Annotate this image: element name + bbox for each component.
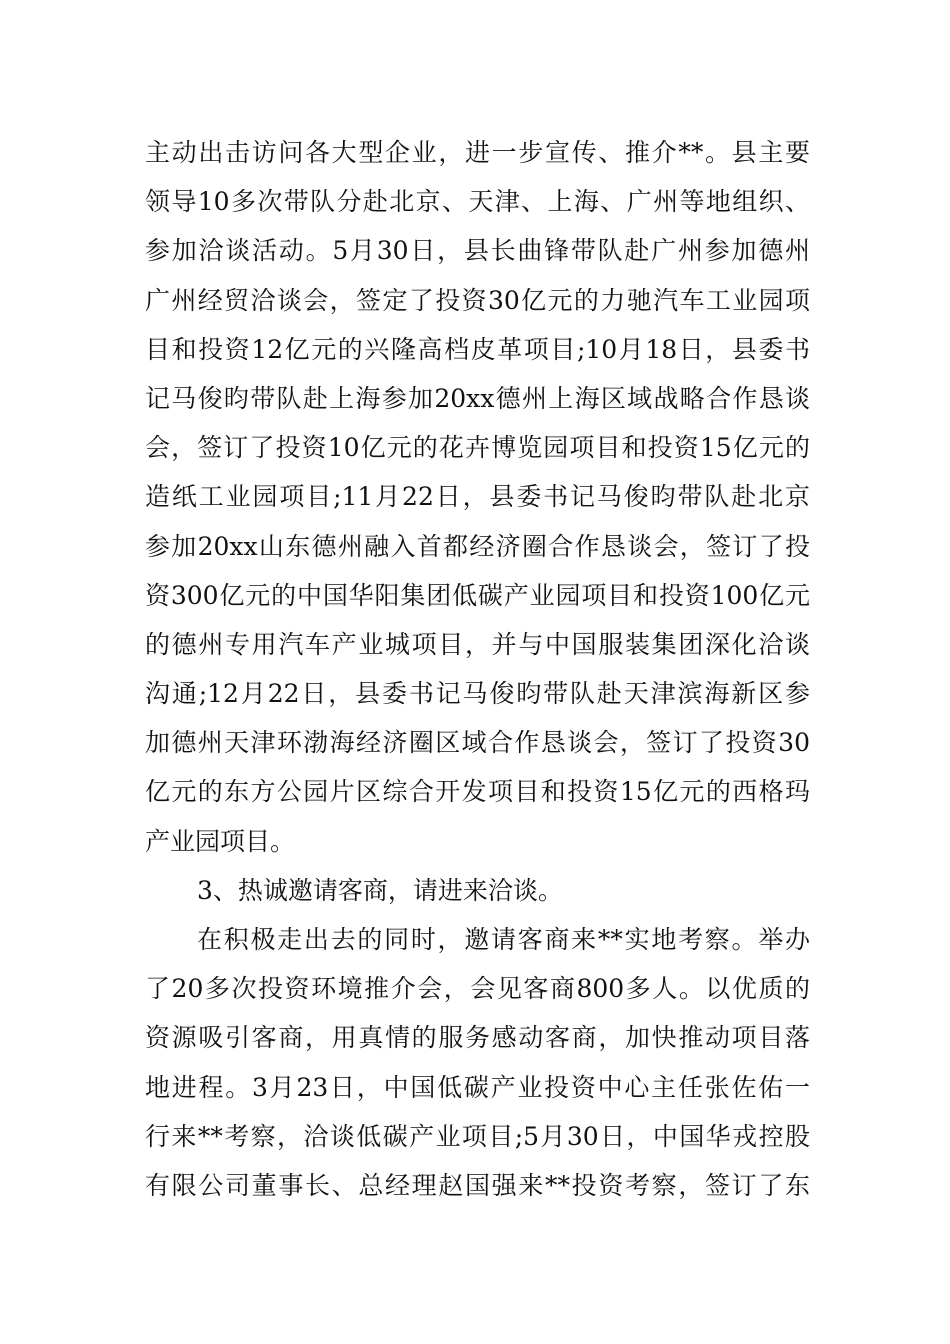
section-heading: 3、热诚邀请客商，请进来洽谈。 — [197, 875, 563, 905]
text-line-21: 行来**考察，洽谈低碳产业项目;5月30日，中国华戎控股 — [145, 1121, 810, 1151]
text-line-3: 参加洽谈活动。5月30日，县长曲锋带队赴广州参加德州 — [145, 236, 810, 266]
text-line-2: 领导10多次带队分赴北京、天津、上海、广州等地组织、 — [145, 187, 810, 217]
text-line-11: 的德州专用汽车产业城项目，并与中国服装集团深化洽谈 — [145, 629, 810, 659]
text-line-20: 地进程。3月23日，中国低碳产业投资中心主任张佐佑一 — [145, 1072, 810, 1102]
text-line-13: 加德州天津环渤海经济圈区域合作恳谈会，签订了投资30 — [145, 728, 810, 758]
text-line-7: 会，签订了投资10亿元的花卉博览园项目和投资15亿元的 — [145, 433, 810, 463]
text-line-19: 资源吸引客商，用真情的服务感动客商，加快推动项目落 — [145, 1023, 810, 1053]
text-line-1: 主动出击访问各大型企业，进一步宣传、推介**。县主要 — [145, 138, 810, 167]
text-line-8: 造纸工业园项目;11月22日，县委书记马俊昀带队赴北京 — [145, 482, 810, 512]
text-line-15: 产业园项目。 — [145, 826, 296, 856]
text-line-5: 目和投资12亿元的兴隆高档皮革项目;10月18日，县委书 — [145, 334, 810, 364]
text-line-12: 沟通;12月22日，县委书记马俊昀带队赴天津滨海新区参 — [145, 679, 810, 709]
text-line-22: 有限公司董事长、总经理赵国强来**投资考察，签订了东 — [145, 1170, 810, 1200]
text-line-18: 了20多次投资环境推介会，会见客商800多人。以优质的 — [145, 974, 810, 1004]
document-body — [145, 128, 810, 1210]
text-line-17: 在积极走出去的同时，邀请客商来**实地考察。举办 — [197, 925, 810, 954]
text-line-14: 亿元的东方公园片区综合开发项目和投资15亿元的西格玛 — [145, 777, 810, 807]
text-line-4: 广州经贸洽谈会，签定了投资30亿元的力驰汽车工业园项 — [145, 285, 810, 315]
text-line-9: 参加20xx山东德州融入首都经济圈合作恳谈会，签订了投 — [145, 531, 810, 561]
text-line-6: 记马俊昀带队赴上海参加20xx德州上海区域战略合作恳谈 — [145, 383, 810, 413]
text-line-10: 资300亿元的中国华阳集团低碳产业园项目和投资100亿元 — [145, 580, 810, 610]
